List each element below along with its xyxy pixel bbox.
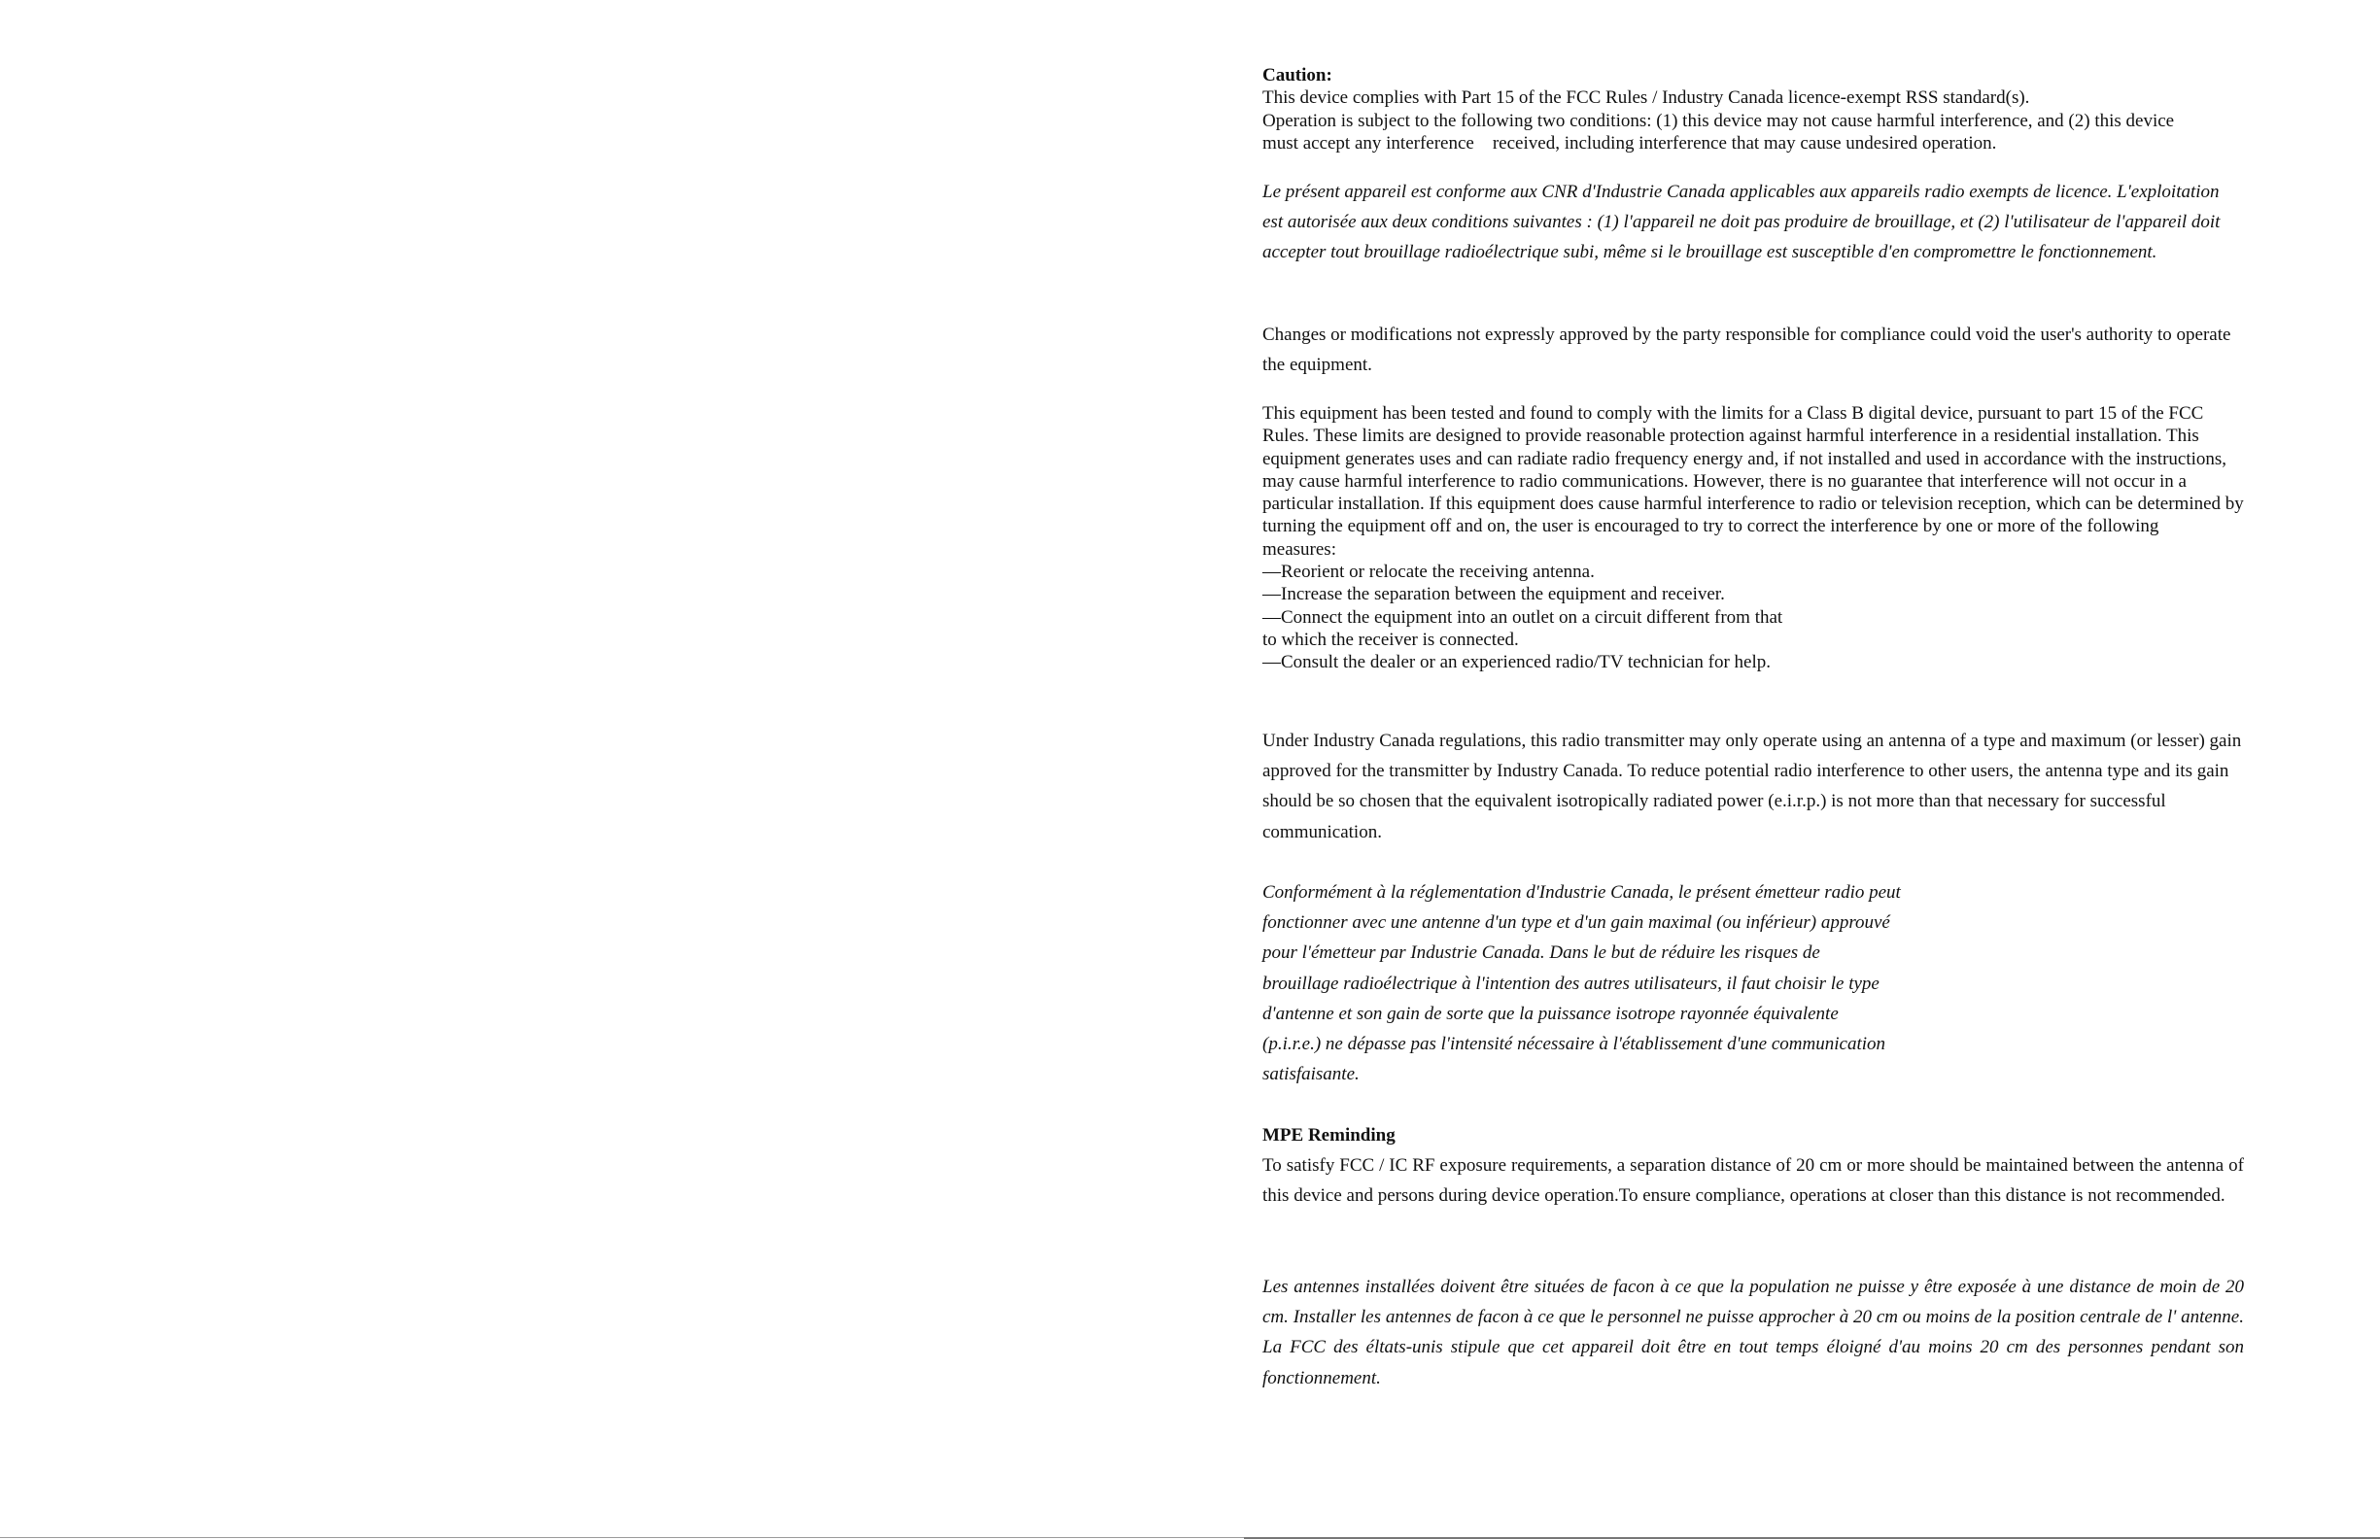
- measures-label: measures:: [1262, 538, 1336, 560]
- page-bottom-border-right: [1244, 1537, 2380, 1539]
- french-antenna-line: brouillage radioélectrique à l'intention des autres utilisateurs, il faut choisir le type: [1262, 973, 1880, 994]
- mpe-heading: MPE Reminding: [1262, 1125, 1396, 1146]
- ic-regulations-paragraph: Under Industry Canada regulations, this radio transmitter may only operate using an antenna of a type and maximum (or lesser) gain approved for the transmitter by Industry Canada. To reduce potential radio interference to other users, the antenna type and its gain should be so chosen that the equivalent isotropically radiated power (e.i.r.p.) is not more than that necessary for successful communication.: [1262, 731, 2242, 842]
- mpe-section: [1262, 1120, 2244, 1212]
- caution-line-2: Operation is subject to the following two conditions: (1) this device may not cause harmful interference, and (2) this device: [1262, 110, 2175, 131]
- french-antenna-line: fonctionner avec une antenne d'un type et d'un gain maximal (ou inférieur) approuvé: [1262, 912, 1890, 934]
- french-antenna-line: (p.i.r.e.) ne dépasse pas l'intensité nécessaire à l'établissement d'une communication: [1262, 1034, 1885, 1055]
- caution-line-1: This device complies with Part 15 of the FCC Rules / Industry Canada licence-exempt RSS standard(s).: [1262, 87, 2030, 109]
- class-b-paragraph: This equipment has been tested and found to comply with the limits for a Class B digital device, pursuant to part 15 of the FCC Rules. These limits are designed to provide reasonable protection against harmful interference in a residential installation. This equipment generates uses and can radiate radio frequency energy and, if not installed and used in accordance with the instructions, may cause harmful interference to radio communications. However, there is no guarantee that interference will not occur in a particular installation. If this equipment does cause harmful interference to radio or television reception, which can be determined by turning the equipment off and on, the user is encouraged to try to correct the interference by one or more of the following: [1262, 403, 2244, 537]
- measure-item-3b: to which the receiver is connected.: [1262, 629, 1519, 650]
- measure-item-4: —Consult the dealer or an experienced radio/TV technician for help.: [1262, 652, 1772, 673]
- class-b-section: [1262, 402, 2244, 674]
- changes-paragraph: Changes or modifications not expressly approved by the party responsible for compliance could void the user's authority to operate the equipment.: [1262, 325, 2231, 376]
- measure-item-3a: —Connect the equipment into an outlet on a circuit different from that: [1262, 606, 1783, 628]
- french-antenna-line: pour l'émetteur par Industrie Canada. Dans le but de réduire les risques de: [1262, 942, 1820, 964]
- french-antenna-paragraph: [1262, 877, 1957, 1089]
- measure-item-1: —Reorient or relocate the receiving antenna.: [1262, 562, 1595, 583]
- caution-section: [1262, 64, 2244, 154]
- french-antenna-line: d'antenne et son gain de sorte que la puissance isotrope rayonnée équivalente: [1262, 1003, 1839, 1024]
- french-antenna-line: satisfaisante.: [1262, 1064, 1360, 1085]
- mpe-paragraph: To satisfy FCC / IC RF exposure requirements, a separation distance of 20 cm or more should be maintained between the antenna of this device and persons during device operation.To ensure compliance, operations at closer than this distance is not recommended.: [1262, 1155, 2244, 1207]
- mpe-french-paragraph: Les antennes installées doivent être situées de facon à ce que la population ne puisse y être exposée à une distance de moin de 20 cm. Installer les antennes de facon à ce que le personnel ne puisse approcher à 20 cm ou moins de la position centrale de l' antenne. La FCC des éltats-unis stipule que cet appareil doit être en tout temps éloigné d'au moins 20 cm des personnes pendant son fonctionnement.: [1262, 1277, 2244, 1388]
- french-ic-paragraph: Le présent appareil est conforme aux CNR d'Industrie Canada applicables aux appareils radio exempts de licence. L'exploitation est autorisée aux deux conditions suivantes : (1) l'appareil ne doit pas produire de brouillage, et (2) l'utilisateur de l'appareil doit accepter tout brouillage radioélectrique subi, même si le brouillage est susceptible d'en compromettre le fonctionnement.: [1262, 182, 2221, 263]
- measure-item-2: —Increase the separation between the equipment and receiver.: [1262, 584, 1725, 605]
- caution-heading: Caution:: [1262, 65, 1332, 86]
- french-antenna-line: Conformément à la réglementation d'Industrie Canada, le présent émetteur radio peut: [1262, 882, 1901, 903]
- caution-line-3: must accept any interference received, including interference that may cause undesired operation.: [1262, 132, 1997, 154]
